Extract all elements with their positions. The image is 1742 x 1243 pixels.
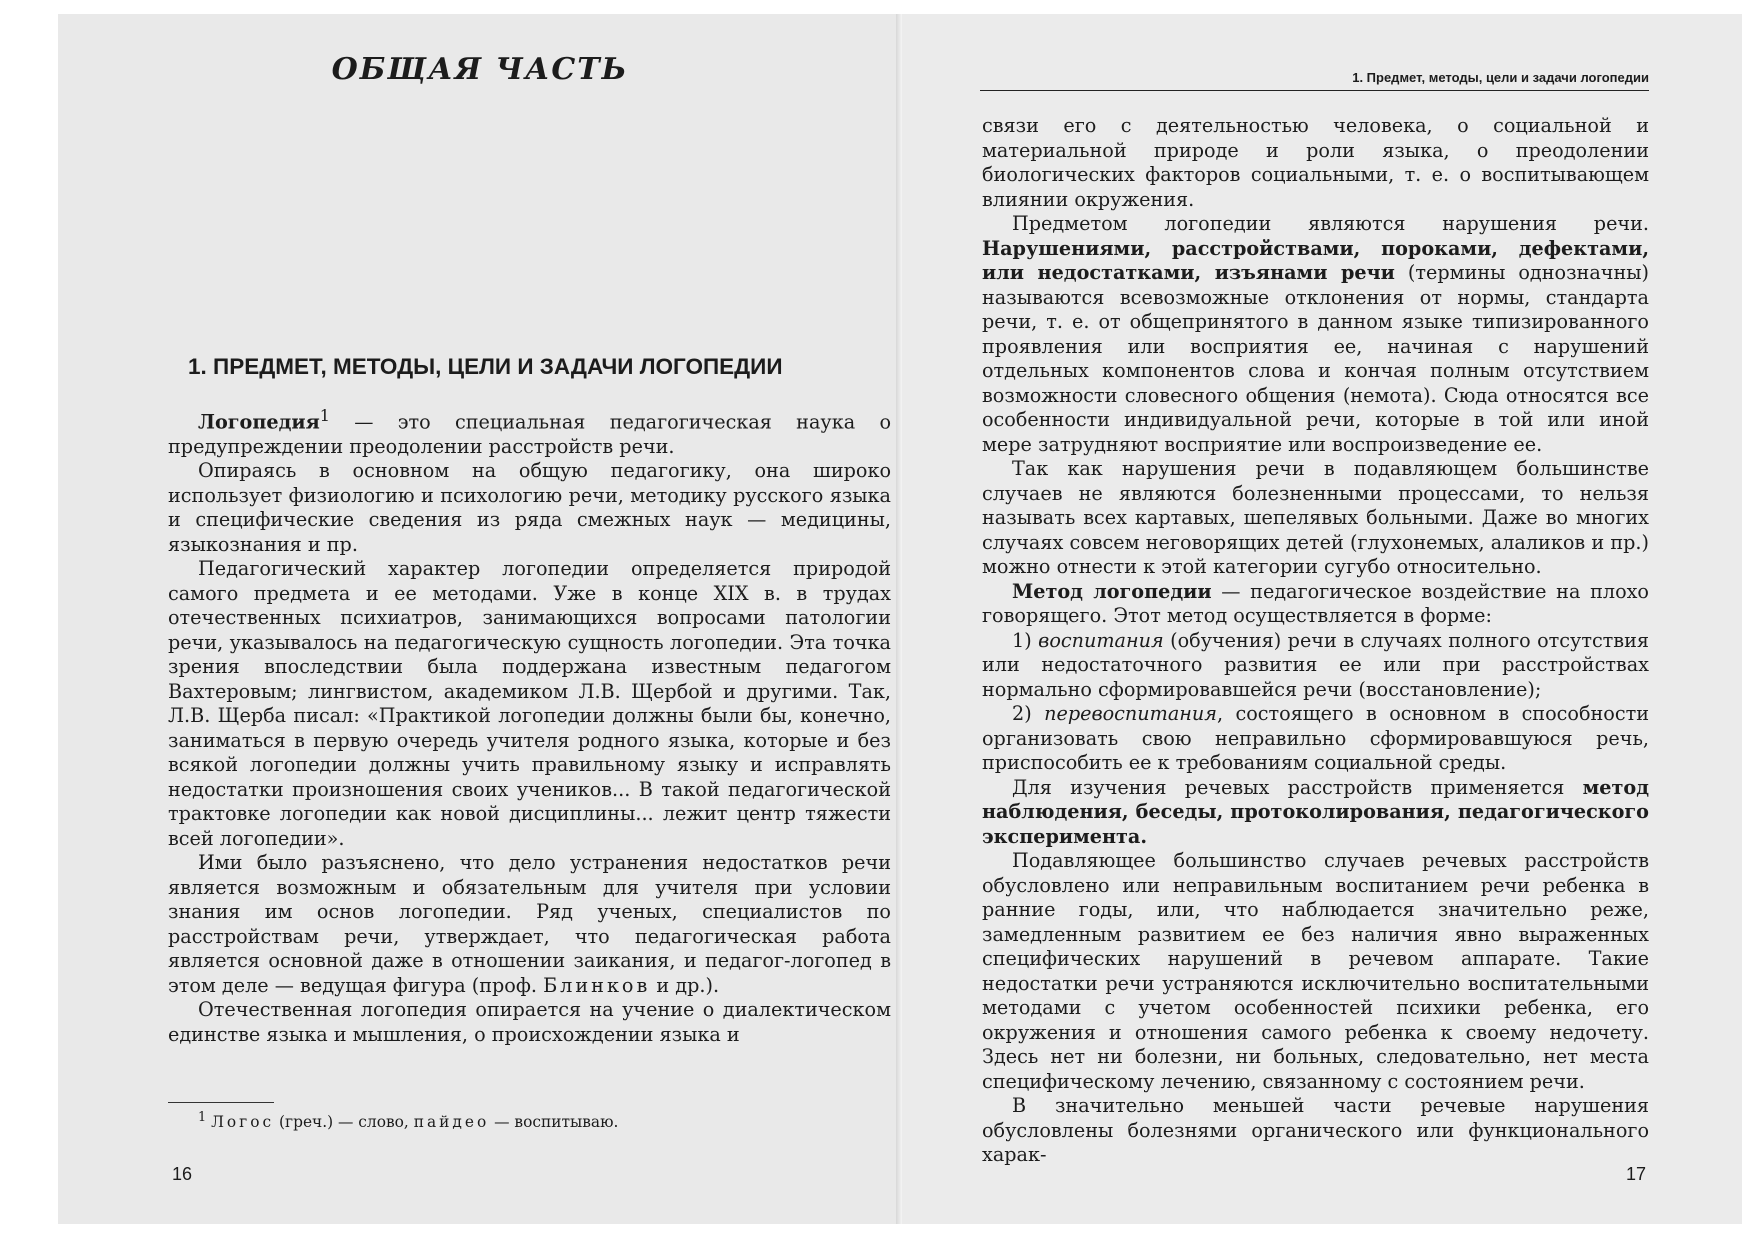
paragraph-text: и др.). — [650, 973, 720, 997]
spaced-name: Блинков — [543, 973, 651, 997]
paragraph-text: (обучения) речи в случаях полного отсутствия или недостаточного развития ее или при расстройствах нормально сформировавшейся речи (восстановление); — [982, 628, 1649, 701]
running-head: 1. Предмет, методы, цели и задачи логопедии — [1352, 70, 1649, 85]
footnote-text: — воспитываю. — [489, 1113, 619, 1132]
paragraph: связи его с деятельностью человека, о социальной и материальной природе и роли языка, о преодолении биологических факторов социальными, т. е. о воспитывающем влиянии окружения. — [982, 114, 1649, 211]
paragraph-text: , состоящего в основном в способности организовать свою неправильно сформировавшуюся речь, приспособить ее к требованиям социальной среды. — [982, 702, 1649, 774]
footnote-text: (греч.) — слово, — [274, 1113, 414, 1132]
paragraph — [982, 212, 1649, 457]
page-number: 16 — [172, 1164, 193, 1184]
footnote — [198, 1110, 898, 1131]
paragraph-text: Ими было разъяснено, что дело устранения недостатков речи является возможным и обязательным для учителя при условии знания им основ логопедии. Ряд ученых, специалистов по расстройствам речи, утверждает, что педагогическая работа является основной даже в отношении заикания, и педагог-логопед в этом деле — ведущая фигура (проф. — [168, 851, 891, 997]
paragraph-text: Предметом логопедии являются нарушения речи. — [1012, 212, 1649, 235]
part-title: ОБЩАЯ ЧАСТЬ — [331, 52, 629, 87]
italic-term: перевоспитания — [1044, 702, 1217, 725]
left-body-text — [168, 404, 891, 1047]
list-number: 2) — [1012, 702, 1045, 725]
paragraph-text: (термины однозначны) называются всевозможные отклонения от нормы, стандарта речи, т. е. от общепринятого в данном языке типизированного проявления или восприятия ее, начиная с нарушений отдельных компонентов слова и кончая полным отсутствием возможности словесного общения (немота). Сюда относятся все особенности индивидуальной речи, которые в той или иной мере затрудняют восприятие или воспроизведение ее. — [982, 261, 1649, 456]
paragraph — [168, 851, 891, 998]
paragraph-text: — это специальная педагогическая наука о предупреждении преодолении расстройств речи. — [168, 410, 891, 458]
footnote-number: 1 — [198, 1110, 207, 1125]
footnote-ref: 1 — [319, 406, 330, 425]
right-body-text — [982, 114, 1649, 1168]
paragraph — [168, 404, 891, 459]
paragraph-text: — педагогическое воздействие на плохо говорящего. Этот метод осуществляется в форме: — [982, 579, 1649, 627]
footnote-rule — [168, 1102, 274, 1103]
bold-terms: Метод логопедии — [1012, 579, 1212, 603]
italic-term: воспитания — [1038, 628, 1164, 652]
list-number: 1) — [1012, 628, 1039, 652]
paragraph — [982, 580, 1649, 629]
term-logopedia: Логопедия — [198, 410, 320, 434]
paragraph: Подавляющее большинство случаев речевых расстройств обусловлено или неправильным воспитанием речи ребенка в ранние годы, или, что наблюдается значительно реже, замедленным развитием ее без наличия явно выраженных специфических нарушений в речевом аппарате. Такие недостатки речи устраняются исключительно воспитательными методами с учетом особенностей психики ребенка, его окружения и отношения самого ребенка к своему недочету. Здесь нет ни болезни, ни больных, следовательно, нет места специфическому лечению, связанному с состоянием речи. — [982, 849, 1649, 1093]
paragraph: Опираясь в основном на общую педагогику, она широко использует физиологию и психологию речи, методику русского языка и специфические сведения из ряда смежных наук — медицины, языкознания и пр. — [168, 459, 891, 556]
chapter-title: 1. ПРЕДМЕТ, МЕТОДЫ, ЦЕЛИ И ЗАДАЧИ ЛОГОПЕДИИ — [188, 354, 783, 379]
footnote-word: Логос — [211, 1113, 275, 1132]
page-number: 17 — [1626, 1164, 1647, 1184]
paragraph-text: Для изучения речевых расстройств применяется — [1012, 775, 1583, 799]
right-page — [902, 14, 1742, 1224]
paragraph — [982, 702, 1649, 776]
paragraph: Так как нарушения речи в подавляющем большинстве случаев не являются болезненными процессами, то нельзя называть всех картавых, шепелявых больными. Даже во многих случаях совсем неговорящих детей (глухонемых, алаликов и пр.) можно отнести к этой категории сугубо относительно. — [982, 457, 1649, 578]
bold-terms: Нарушениями, расстройствами, пороками, дефектами, или недостатками, изъянами речи — [982, 236, 1649, 284]
paragraph: Отечественная логопедия опирается на учение о диалектическом единстве языка и мышления, о происхождении языка и — [168, 998, 891, 1046]
paragraph — [982, 629, 1649, 703]
header-rule — [980, 90, 1649, 91]
bold-terms: метод наблюдения, беседы, протоколирования, педагогического эксперимента. — [982, 775, 1649, 848]
left-page — [58, 14, 902, 1224]
paragraph: Педагогический характер логопедии определяется природой самого предмета и ее методами. Уже в конце XIX в. в трудах отечественных психиатров, занимающихся вопросами патологии речи, указывалось на педагогическую сущность логопедии. Эта точка зрения впоследствии была поддержана известным педагогом Вахтеровым; лингвистом, академиком Л.В. Щербой и другими. Так, Л.В. Щерба писал: «Практикой логопедии должны были бы, конечно, заниматься в первую очередь учителя родного языка, которые и без всякой логопедии должны учить правильному языку и исправлять недостатки произношения своих учеников... В такой педагогической трактовке логопедии как новой дисциплины... лежит центр тяжести всей логопедии». — [168, 557, 891, 850]
footnote-word: пайдео — [413, 1113, 490, 1132]
paragraph: В значительно меньшей части речевые нарушения обусловлены болезнями органического или функционального харак- — [982, 1094, 1649, 1166]
paragraph — [982, 776, 1649, 850]
